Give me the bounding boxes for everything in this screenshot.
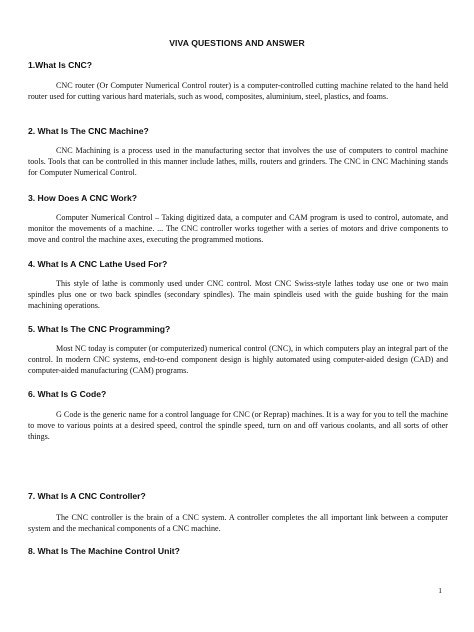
document-title: VIVA QUESTIONS AND ANSWER xyxy=(169,38,305,48)
page-number: 1 xyxy=(438,586,442,595)
question-heading-2: 2. What Is The CNC Machine? xyxy=(28,126,149,136)
answer-text-7: The CNC controller is the brain of a CNC system. A controller completes the all important link between a computer system and the mechanical components of a CNC machine. xyxy=(28,513,448,534)
question-heading-6: 6. What Is G Code? xyxy=(28,389,107,399)
answer-text-1: CNC router (Or Computer Numerical Control router) is a computer-controlled cutting machine related to the hand held router used for cutting various hard materials, such as wood, composites, aluminium, steel, plastics, and foams. xyxy=(28,81,448,102)
answer-text-2: CNC Machining is a process used in the manufacturing sector that involves the use of computers to control machine tools. Tools that can be controlled in this manner include lathes, mills, routers and grinders. The CNC in CNC Machining stands for Computer Numerical Control. xyxy=(28,146,448,178)
question-heading-4: 4. What Is A CNC Lathe Used For? xyxy=(28,259,168,269)
answer-text-6: G Code is the generic name for a control language for CNC (or Reprap) machines. It is a way for you to tell the machine to move to various points at a desired speed, control the spindle speed, turn on and off various coolants, and all sorts of other things. xyxy=(28,410,448,442)
question-heading-3: 3. How Does A CNC Work? xyxy=(28,193,138,203)
answer-text-5: Most NC today is computer (or computerized) numerical control (CNC), in which computers play an integral part of the control. In modern CNC systems, end-to-end component design is highly automated using computer-aided design (CAD) and computer-aided manufacturing (CAM) programs. xyxy=(28,344,448,376)
question-heading-8: 8. What Is The Machine Control Unit? xyxy=(28,546,180,556)
answer-text-3: Computer Numerical Control – Taking digitized data, a computer and CAM program is used to control, automate, and monitor the movements of a machine. ... The CNC controller works together with a series of motors and drive components to move and control the machine axes, executing the programmed motions. xyxy=(28,213,448,245)
question-heading-5: 5. What Is The CNC Programming? xyxy=(28,324,171,334)
question-heading-7: 7. What Is A CNC Controller? xyxy=(28,491,146,501)
question-heading-1: 1.What Is CNC? xyxy=(28,60,92,70)
answer-text-4: This style of lathe is commonly used under CNC control. Most CNC Swiss-style lathes today use one or two main spindles plus one or two back spindles (secondary spindles). The main spindleis used with the guide bushing for the main machining operations. xyxy=(28,279,448,311)
